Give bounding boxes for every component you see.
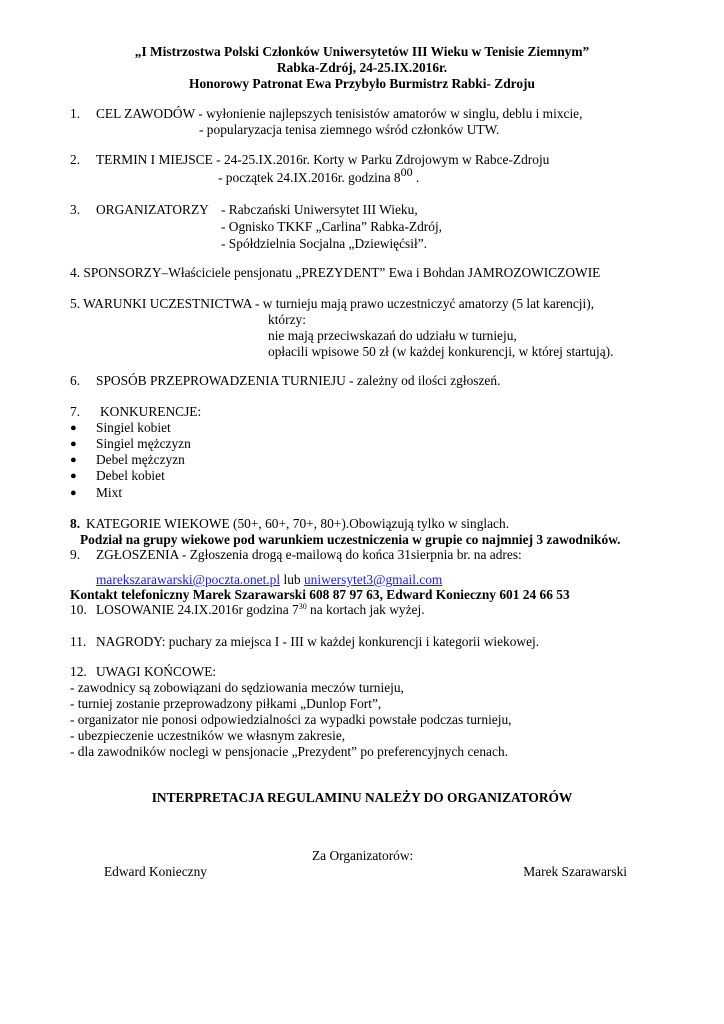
section-2-line-2: - początek 24.IX.2016r. godzina 800 .: [218, 165, 420, 185]
section-10-number: 10.: [70, 602, 87, 617]
section-5-line: opłacili wpisowe 50 zł (w każdej konkurencji, w której startują).: [268, 344, 614, 359]
section-2-text: TERMIN I MIEJSCE - 24-25.IX.2016r. Korty w Parku Zdrojowym w Rabce-Zdroju: [96, 152, 550, 167]
section-5-text: 5. WARUNKI UCZESTNICTWA - w turnieju mają prawo uczestniczyć amatorzy (5 lat karencji),: [70, 296, 595, 311]
section-9-number: 9.: [70, 547, 81, 562]
section-6-number: 6.: [70, 373, 81, 388]
section-8-text: KATEGORIE WIEKOWE (50+, 60+, 70+, 80+).Obowiązują tylko w singlach.: [86, 516, 510, 531]
section-8-bold-line: Podział na grupy wiekowe pod warunkiem uczestniczenia w grupie co najmniej 3 zawodników.: [80, 532, 621, 547]
section-1-text: CEL ZAWODÓW - wyłonienie najlepszych tenisistów amatorów w singlu, deblu i mixcie,: [96, 106, 583, 121]
section-12-number: 12.: [70, 664, 87, 679]
bullet-icon: ●: [70, 438, 77, 450]
email-link-2[interactable]: uniwersytet3@gmail.com: [303, 572, 443, 587]
section-10-text: LOSOWANIE 24.IX.2016r godzina $7^{30}$ na kortach jak wyżej.: [96, 602, 425, 617]
bullet-icon: ●: [70, 454, 77, 466]
competition-item: Singiel kobiet: [96, 420, 171, 435]
remark-item: - zawodnicy są zobowiązani do sędziowania meczów turnieju,: [70, 680, 404, 695]
competition-item: Debel kobiet: [96, 468, 165, 483]
remark-item: - ubezpieczenie uczestników we własnym zakresie,: [70, 728, 346, 743]
contact-line: Kontakt telefoniczny Marek Szarawarski 608 87 97 63, Edward Konieczny 601 24 66 53: [70, 587, 570, 602]
bullet-icon: ●: [70, 422, 77, 434]
section-12-label: UWAGI KOŃCOWE:: [96, 664, 217, 679]
section-11-text: NAGRODY: puchary za miejsca I - III w każdej konkurencji i kategorii wiekowej.: [96, 634, 540, 649]
bullet-icon: ●: [70, 470, 77, 482]
section-7-number: 7.: [70, 404, 81, 419]
signature-left: Edward Konieczny: [104, 864, 207, 879]
section-5-line: nie mają przeciwskazań do udziału w turnieju,: [268, 328, 517, 343]
email-link-1[interactable]: marekszarawarski@poczta.onet.pl: [96, 572, 281, 587]
section-6-text: SPOSÓB PRZEPROWADZENIA TURNIEJU - zależny od ilości zgłoszeń.: [96, 373, 501, 388]
organizer-item: - Rabczański Uniwersytet III Wieku,: [221, 202, 418, 217]
section-4-text: 4. SPONSORZY–Właściciele pensjonatu „PREZYDENT” Ewa i Bohdan JAMROZOWICZOWIE: [70, 265, 601, 280]
section-8-number: 8.: [70, 516, 81, 531]
section-1-line-2: - popularyzacja tenisa ziemnego wśród członków UTW.: [199, 122, 500, 137]
remark-item: - turniej zostanie przeprowadzony piłkami „Dunlop Fort”,: [70, 696, 382, 711]
section-11-number: 11.: [70, 634, 87, 649]
organizer-item: - Ognisko TKKF „Carlina” Rabka-Zdrój,: [221, 219, 443, 234]
competition-item: Mixt: [96, 485, 123, 500]
organizer-item: - Spółdzielnia Socjalna „Dziewięćsił”.: [221, 236, 427, 251]
competition-item: Singiel mężczyzn: [96, 436, 191, 451]
document-title: „I Mistrzostwa Polski Członków Uniwersytetów III Wieku w Tenisie Ziemnym”: [134, 44, 590, 59]
place-date: Rabka-Zdrój, 24-25.IX.2016r.: [276, 60, 448, 75]
bullet-icon: ●: [70, 487, 77, 499]
remark-item: - organizator nie ponosi odpowiedzialności za wypadki powstałe podczas turnieju,: [70, 712, 512, 727]
signature-label: Za Organizatorów:: [312, 848, 414, 863]
closing-statement: INTERPRETACJA REGULAMINU NALEŻY DO ORGANIZATORÓW: [151, 790, 573, 805]
section-2-number: 2.: [70, 152, 81, 167]
email-line: marekszarawarski@poczta.onet.pl lub uniwersytet3@gmail.com: [96, 572, 443, 587]
section-5-line: którzy:: [268, 312, 306, 327]
remark-item: - dla zawodników noclegi w pensjonacie „Prezydent” po preferencyjnych cenach.: [70, 744, 508, 759]
signature-right: Marek Szarawarski: [523, 864, 627, 879]
section-9-text: ZGŁOSZENIA - Zgłoszenia drogą e-mailową do końca 31sierpnia br. na adres:: [96, 547, 522, 562]
patronage: Honorowy Patronat Ewa Przybyło Burmistrz Rabki- Zdroju: [189, 76, 535, 91]
section-3-label: ORGANIZATORZY: [96, 202, 209, 217]
section-7-label: KONKURENCJE:: [100, 404, 202, 419]
section-1-number: 1.: [70, 106, 81, 121]
competition-item: Debel mężczyzn: [96, 452, 185, 467]
section-3-number: 3.: [70, 202, 81, 217]
